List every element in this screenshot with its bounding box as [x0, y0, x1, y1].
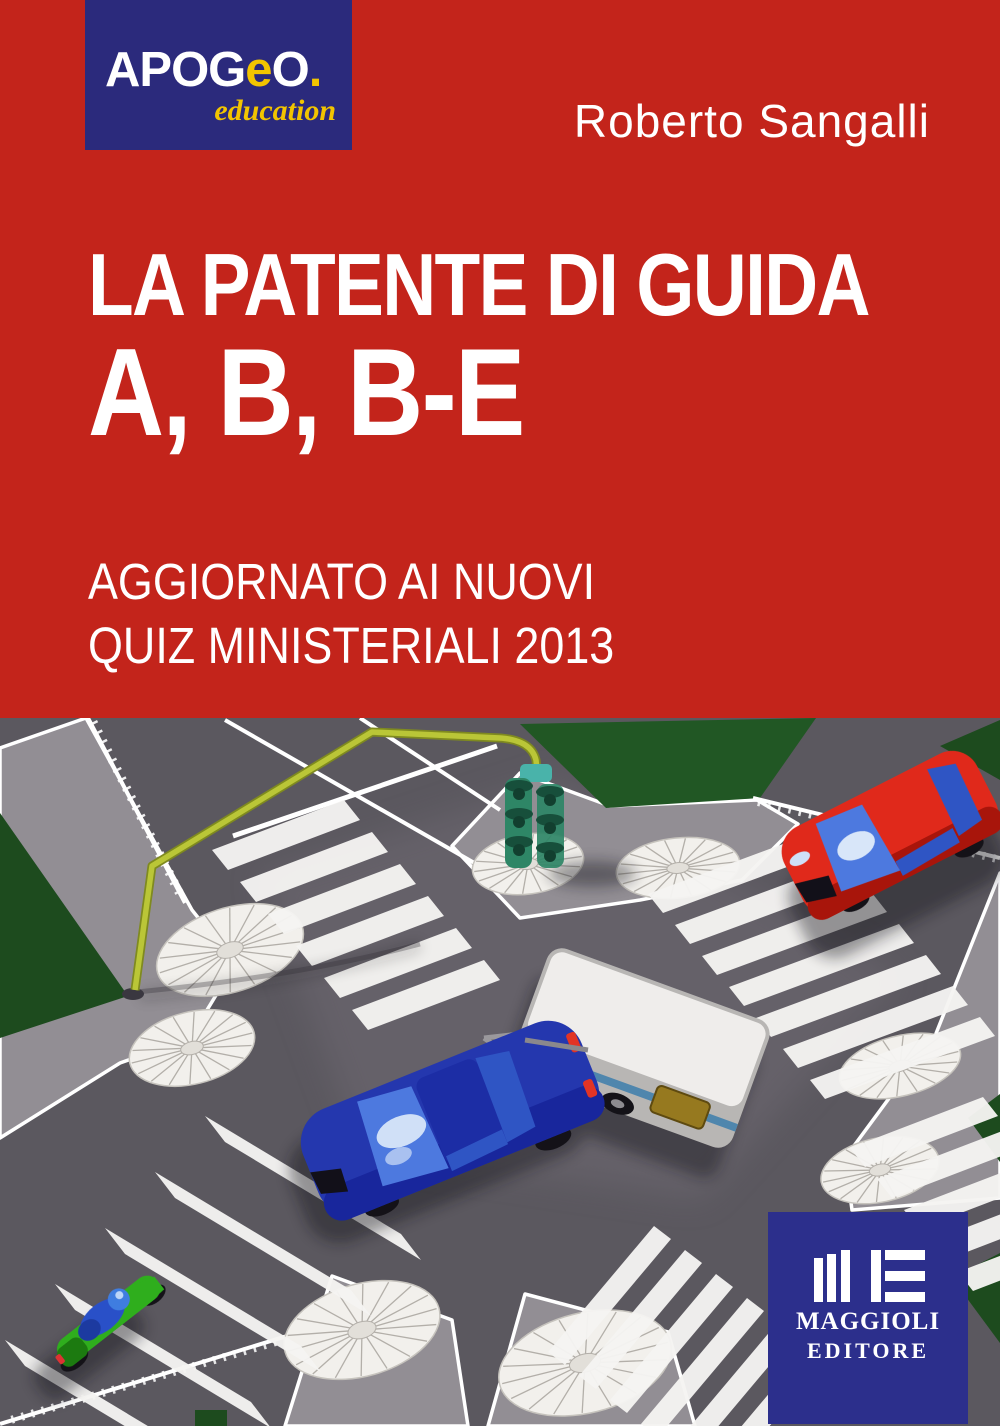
apogeo-wordmark	[105, 42, 321, 98]
apogeo-tagline: education	[214, 94, 336, 127]
glyph-bar	[885, 1292, 925, 1302]
maggioli-editore-logo	[768, 1212, 968, 1424]
apogeo-word-part1: APOG	[105, 43, 246, 97]
maggioli-editore: EDITORE	[806, 1338, 930, 1363]
apogeo-word-dot: .	[308, 43, 322, 97]
pole-base	[122, 988, 144, 1000]
author-name: Roberto Sangalli	[573, 95, 930, 147]
book-title-line1: LA PATENTE DI GUIDA	[88, 235, 869, 334]
subtitle	[88, 550, 614, 679]
grass-bottom-sliver	[195, 1410, 227, 1426]
maggioli-name: MAGGIOLI	[795, 1308, 941, 1335]
glyph-bar	[885, 1271, 925, 1281]
glyph-bar	[841, 1250, 850, 1302]
glyph-bar	[814, 1258, 823, 1302]
book-title-line2: A, B, B-E	[88, 324, 524, 462]
glyph-bar	[871, 1250, 881, 1302]
subtitle-line1: AGGIORNATO AI NUOVI	[88, 553, 596, 610]
apogeo-word-part2: O	[271, 43, 309, 97]
apogeo-education-logo	[85, 0, 352, 150]
subtitle-line2: QUIZ MINISTERIALI 2013	[88, 617, 615, 675]
apogeo-word-accent: e	[245, 43, 272, 97]
glyph-bar	[827, 1254, 836, 1302]
glyph-bar	[885, 1250, 925, 1260]
